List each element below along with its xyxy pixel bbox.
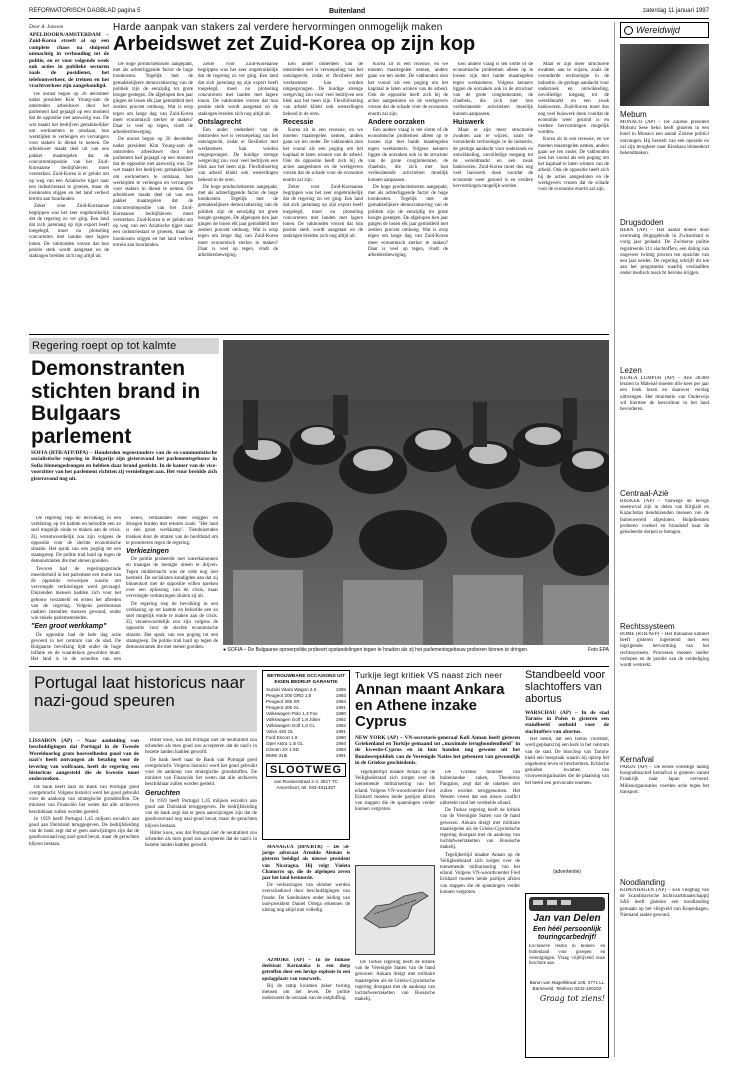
- korea-col-3: Zeker voor Zuid-Koreaanse begrippen was het zeer ongebruikelijk dat de regering zo ver ging. Een land dat zich jarenlang op zijn export heeft toegelegd, moet nu plotseling concurreren met landen met lagere lonen. De vakbonden vrezen dat hun positie sterk wordt aangetast en de stakingen breiden zich nog altijd uit. Ontslagrecht Een ander onderdeel van de omstreden wet is versoepeling van het ontslagrecht, zodat er flexibeler met werknemers kan worden omgesprongen. De huidige strenge wetgeving zou voor veel bedrijven een blok aan het been zijn. Flexibilisering van arbeid klinkt ook westerlingen bekend in de oren. De hoge productiekosten aangepakt, met als achterliggende factor de hoge loonkosten. Tegelijk met de gemakkelijkere democratisering van de politiek zijn de eenzijdig tot grote hoogte gestegen. De afgelopen tien jaar gingen de lonen elk jaar gemiddeld met zestien procent omhoog. Wat is erop tegen om lange dag van Zuid-Korea meer economisch sterker te maken? Daar is veel op tegen, vindt de arbeidersbeweging.: [198, 62, 278, 259]
- travel-slogan: Graag tot ziens!: [539, 994, 605, 1004]
- bulgaria-headline: Demonstranten stichten brand in Bulgaars parlement: [31, 357, 201, 449]
- sidebar-item-heading: Centraal-Azië: [620, 489, 669, 498]
- header-rule: [29, 18, 709, 19]
- sidebar-item-heading: Noodlanding: [620, 878, 665, 887]
- korea-sub-huiswerk: Huiswerk: [453, 118, 485, 126]
- globe-icon: [624, 26, 633, 35]
- travel-body: Exclusieve reizen in binnen- en buitenland voor groepen en verenigingen. Vraag vrijblijvend onze brochure aan.: [529, 944, 605, 967]
- list-item: Volkswagen Polo 1.3 Fox 1990: [266, 711, 346, 717]
- bulgaria-article: [29, 338, 609, 663]
- korea-kicker: Harde aanpak van stakers zal verdere hervormingen onmogelijk maken: [113, 22, 443, 33]
- sidebar-title: Wereldwijd: [636, 25, 680, 35]
- bus-icon: [529, 897, 605, 911]
- travel-tagline: Een héél persoonlijk touringcarbedrijf!: [532, 926, 602, 941]
- sidebar-item-heading: Rechtssysteem: [620, 622, 675, 631]
- list-item: Peugeot 306 XR 1994: [266, 699, 346, 705]
- korea-headline: Arbeidswet zet Zuid-Korea op zijn kop: [113, 33, 476, 55]
- sidebar-item-heading: Mebum: [620, 110, 647, 119]
- abortus-article: [525, 670, 609, 890]
- sidebar-item: Drugsdoden BERN (AP) – Het aantal doden door overmatig drugsgebruik in Zwitserland is vorig jaar gedaald. De Zwitserse politie registreerde 311 slachtoffers, een daling van ongeveer twintig procent ten opzichte van een jaar eerder. De regering schrijft dit toe aan het programma waarbij verslaafden onder medisch toezicht heroïne krijgen.: [620, 218, 709, 277]
- ad-auto-address: van Roosenstraat 2-4, 3817 TC Amersfoort, tel. 033-4611307: [273, 779, 338, 790]
- sidebar-photo: [620, 44, 709, 106]
- bulgaria-riot-photo: [223, 340, 609, 645]
- cyprus-col-1b: De Turkse regering heeft de kritiek van de Verenigde Staten van de hand gewezen. Ankara dreigt met militaire maatregelen als de Grieks-Cypriotische regering doorgaat met de aankoop van luchtafweerraketten van Russische makelij.: [355, 960, 435, 1003]
- list-item: Ford Escort 1.6 1990: [266, 735, 346, 741]
- korea-lead: APELDOORN/AMSTERDAM – Zuid-Korea streeft al op een complete chaos na sluipend onmachtig in verhouding tot de politie, en er voor volgende week ook acties in publieke sectoren zoals de postdienst, het telefoonverkeer, de treinen en het vrachtverkeer zijn aangekondigd.: [29, 32, 109, 90]
- bulgaria-lead: SOFIA (RTR/AFP/DPA) – Honderden tegenstanders van de ex-communistische socialistische regering in Bulgarije zijn gisteravond het parlementsgebouw in Sofia binnengedrongen en hebben daar brand gesticht. In de kamer van de vice-voorzitter van het parlement richtten zij vernielingen aan. Het vuur breidde zich gisteravond nog uit.: [31, 450, 217, 482]
- korea-sub-ontslagrecht: Ontslagrecht: [198, 118, 242, 126]
- cyprus-map: [355, 865, 435, 955]
- korea-col-6: Een andere vraag is ten slotte of de economische problemen alleen op te lossen zijn met harde maatregelen tegen werknemers. Volgens kenners liggen de oorzaken ook in de structuur van de grote conglomeraten, de chaebols, die zich met hun verlieslatende activiteiten moeilijk kunnen aanpassen. Huiswerk Maar er zijn meer structurele zwakten aan te wijzen, zoals de verouderde technologie in de industrie, de geringe aandacht voor onderzoek en ontwikkeling, onvolledige toegang tot de wereldmarkt en een zwak bankwezen. Zuid-Korea moet dus nog veel huiswerk doen voordat de economie weer gezond is en verdere hervormingen mogelijk worden.: [453, 62, 533, 189]
- bulgaria-col-1: De regering riep de bevolking in een verklaring op tot kalmte en beloofde een zo snel mogelijk einde te maken aan de crisis. Zij verantwoordelijk zou zijn volgens de oppositie voor de slechte economische situatie. Het sprak van een poging tot een staatsgreep. De politie trad hard op tegen de demonstranten die met stenen gooiden. Tevoren had de regeringsgezinde meerderheid in het parlement een motie van de oppositie verworpen waarin om vervroegde verkiezingen werd gevraagd. Duizenden mensen hadden zich voor het gebouw verzameld en eisten het aftreden van de regering. Volgens persbureaus raakten tientallen mensen gewond, onder wie enkele parlementsleden. "Een groot werkkamp" De oppositie had de hele dag actie gevoerd in het centrum van de stad. De Bulgaarse bevolking lijdt onder de hoge inflatie en de waardeloos geworden munt. Het land is in de woorden van een: [31, 516, 121, 661]
- bulgaria-col-2: kelen, verbandden ende sloggen en droegen borden met teksten zoals: "Het land is één groot werkkamp". Tienduizenden trokken door de straten van de hoofdstad om te protesteren tegen de regering. Verkiezingen De politie probeerde met waterkanonnen en traangas de menigte uiteen te drijven. Tegen middernacht was de orde nog niet hersteld. De socialisten kondigden aan dat zij binnenkort met de oppositie willen spreken over een oplossing van de crisis, maar vervroegde verkiezingen sluiten zij uit. De regering riep de bevolking in een verklaring op tot kalmte en beloofde een zo snel mogelijk einde te maken aan de crisis. Zij verantwoordelijk zou zijn volgens de oppositie voor de slechte economische situatie. Het sprak van een poging tot een staatsgreep. De politie trad hard op tegen de demonstranten die met stenen gooiden.: [126, 516, 218, 651]
- bulgaria-kicker: Regering roept op tot kalmte: [32, 340, 177, 352]
- cyprus-headline: Annan maant Ankara en Athene inzake Cyprus: [355, 681, 505, 731]
- ad-auto-title: BETROUWBARE OCCASIONS UIT EIGEN BEDRIJF GARANTIE: [267, 674, 345, 685]
- caption-bullet-icon: ●: [223, 647, 228, 653]
- list-item: BMW 318i 1991: [266, 753, 346, 759]
- cyprus-lead: NEW YORK (AP) – VN-secretaris-generaal Kofi Annan heeft gisteren Griekenland en Turkije gemaand tot „maximale terughoudendheid" in de kwestie-Cyprus en in hun handen nog gewone uit het Bundesrepubliek van de Verenigde Naties het gebeuren van gewoonlijk in de Griekse geschiedenis.: [355, 734, 520, 767]
- korea-article: [29, 22, 609, 332]
- portugal-headline-box: [29, 670, 257, 732]
- portugal-sub-geruchten: Geruchten: [145, 789, 181, 797]
- portugal-col-2: Hitler koos, was dat Portugal niet de neutraliteit zou schenden als men goud zou accepteren dat de nazi's in bezette landen hadden geroofd. De bank heeft naar de Bank van Portugal goed overgebracht. Volgens historici werd het goud gebruikt voor de aankoop van strategische grondstoffen. De minister van Financiën liet weten dat alle archieven beschikbaar zullen worden gesteld. Geruchten In 1959 heeft Portugal 1,45 miljoen escudo's aan goud aan Duitsland teruggegeven. De bedrijfsleiding van de bank zegt dat er geen aanwijzingen zijn dat de goudvoorraad nog nazi-goud bevat, maar de geruchten blijven bestaan. Hitler koos, was dat Portugal niet de neutraliteit zou schenden als men goud zou accepteren dat de nazi's in bezette landen hadden geroofd.: [145, 738, 257, 849]
- section-title: Buitenland: [329, 8, 366, 15]
- ad-auto-brand: SLOOTWEG: [266, 763, 346, 777]
- newspaper-page-label: REFORMATORISCH DAGBLAD pagina 5: [29, 8, 141, 14]
- korea-sub-andere-oorzaken: Andere oorzaken: [368, 118, 425, 126]
- nicaragua-brief: MANAGUA (DPA/RTR) – De 50-jarige advocaat Arnoldo Alemán is gisteren beëdigd als nieuwe president van Nicaragua. Hij volgt Violeta Chamorro op, die de afgelopen zeven jaar het land bestuurde. De verkiezingen van oktober werden overschaduwd door beschuldigingen van fraude. De Sandinisten onder leiding van oud-president Daniel Ortega erkennen de uitslag nog altijd niet volledig.: [262, 845, 350, 914]
- portugal-article: [29, 670, 257, 1058]
- list-item: Citroën ZX 1.9D 1993: [266, 747, 346, 753]
- list-item: Peugeot 205 GRD 1,8 1993: [266, 693, 346, 699]
- list-item: Peugeot 405 GL 1991: [266, 705, 346, 711]
- portugal-col-1: LISSABON (AP) – Naar aanleiding van beschuldigingen dat Portugal in de Tweede Wereldoorlog grote hoeveelheden goud van de nazi's heeft ontvangen als betaling voor de levering van wolfraam, heeft de regering een historicus aangesteld die de kwestie moet onderzoeken. De bank heeft naar de Bank van Portugal goed overgebracht. Volgens historici werd het goud gebruikt voor de aankoop van strategische grondstoffen. De minister van Financiën liet weten dat alle archieven beschikbaar zullen worden gesteld. In 1959 heeft Portugal 1,45 miljoen escudo's aan goud aan Duitsland teruggegeven. De bedrijfsleiding van de bank zegt dat er geen aanwijzingen zijn dat de goudvoorraad nog nazi-goud bevat, maar de geruchten blijven bestaan.: [29, 738, 139, 847]
- sidebar-item: Centraal-Azië BISJKEK (AP) – Vanwege de hevige sneeuwval zijn in delen van Kirgizië en Kazachstan tienduizenden mensen van de buitenwereld afgesloten. Hulpdiensten proberen voedsel en brandstof naar de geïsoleerde dorpen te brengen.: [620, 489, 709, 536]
- car-dealer-advertisement: [262, 670, 350, 840]
- bulgaria-photo-caption: ● SOFIA – De Bulgaarse oproerpolitie probeert opstandelingen tegen te houden als zij het parlementsgebouw proberen binnen te dringen. Foto EPA: [223, 647, 609, 653]
- cyprus-map-image: [356, 866, 436, 956]
- sidebar-item-heading: Kernafval: [620, 755, 654, 764]
- cyprus-col-2: De Griekse minister van buitenlandse zaken, Theodoros Pangalos, zegt dat de raketten niet zullen worden teruggenomen. Het Westen vreest dat een nieuw conflict uitbreekt rond het verdeelde eiland. De Turkse regering heeft de kritiek van de Verenigde Staten van de hand gewezen. Ankara dreigt met militaire maatregelen als de Grieks-Cypriotische regering doorgaat met de aankoop van luchtafweerraketten van Russische makelij. Tegelijkertijd maakte Annan op de Veiligheidsraad zich zorgen over de toenemende militarisering van het eiland. Volgens VN-woordvoerder Fred Eckhard moeten beide partijen afzien van stappen die de spanningen verder kunnen vergroten.: [440, 770, 520, 895]
- sidebar-item-heading: Drugsdoden: [620, 218, 664, 227]
- korea-col-5: Korea zit in een recessie, en we moeten maatregelen nemen, anders gaan we ten onder. De vakbonden zien het vooral als een poging om het kapitaal te laten winnen van de arbeid. Ook de oppositie heeft zich bij de acties aangesloten en de werkgevers vrezen dat de schade voor de economie enorm zal zijn. Andere oorzaken Een andere vraag is ten slotte of de economische problemen alleen op te lossen zijn met harde maatregelen tegen werknemers. Volgens kenners liggen de oorzaken ook in de structuur van de grote conglomeraten, de chaebols, die zich met hun verlieslatende activiteiten moeilijk kunnen aanpassen. De hoge productiekosten aangepakt, met als achterliggende factor de hoge loonkosten. Tegelijk met de gemakkelijkere democratisering van de politiek zijn de eenzijdig tot grote hoogte gestegen. De afgelopen tien jaar gingen de lonen elk jaar gemiddeld met zestien procent omhoog. Wat is erop tegen om lange dag van Zuid-Korea meer economisch sterker te maken? Daar is veel op tegen, vindt de arbeidersbeweging.: [368, 62, 448, 259]
- abortus-body: Het beeld, dat een foetus voorstelt, werd geplaatst bij een kerk in het centrum van de stad. De bisschop van Tarnów hield een toespraak waarin hij opriep het ongeboren leven te beschermen. Kritische geluiden kwamen van vrouwenorganisaties die de plaatsing van het beeld een provocatie noemen.: [525, 737, 609, 786]
- sidebar-item-heading: Lezen: [620, 366, 642, 375]
- photo-credit: Foto EPA: [587, 647, 609, 653]
- list-item: Opel Astra 1.4i GL 1994: [266, 741, 346, 747]
- abortus-ad-label: (advertentie): [552, 869, 582, 876]
- korea-body-1: De onrust begon op 26 december nadat president Kim Young-sam de omstreden arbeidswet door het parlement had gejaagd op een moment dat de oppositie niet aanwezig was. De wet maakt het bedrijven gemakkelijker om werknemers te ontslaan, hun werktijden te verlengen en vervangers voor stakers in dienst te nemen. De arbeidswet maakt deel uit van een pakket maatregelen dat de concurrentiepositie van het Zuid-Koreaanse bedrijfsleven moet versterken. Zuid-Korea is er gelukt om op weg van een Aziatische tijger naar een industriestaat te groeien, maar de loonkosten stijgen en het land verliest terrein aan buurlanden. Zeker voor Zuid-Koreaanse begrippen was het zeer ongebruikelijk dat de regering zo ver ging. Een land dat zich jarenlang op zijn export heeft toegelegd, moet nu plotseling concurreren met landen met lagere lonen. De vakbonden vrezen dat hun positie sterk wordt aangetast en de stakingen breiden zich nog altijd uit.: [29, 91, 109, 259]
- list-item: Suzuki Vitara Wagon 2,0 1995: [266, 687, 346, 693]
- sidebar-item: Noodlanding KOPENHAGEN (AP) – Een vliegtuig van de Scandinavische luchtvaartmaatschappij SAS heeft gisteren een noodlanding gemaakt op het vliegveld van Kopenhagen. Niemand raakte gewond.: [620, 878, 709, 918]
- cyprus-col-1: Tegelijkertijd maakte Annan op de Veiligheidsraad zich zorgen over de toenemende militarisering van het eiland. Volgens VN-woordvoerder Fred Eckhard moeten beide partijen afzien van stappen die de spanningen verder kunnen vergroten.: [355, 770, 435, 813]
- korea-col-7: Maar er zijn meer structurele zwakten aan te wijzen, zoals de verouderde technologie in de industrie, de geringe aandacht voor onderzoek en ontwikkeling, onvolledige toegang tot de wereldmarkt en een zwak bankwezen. Zuid-Korea moet dus nog veel huiswerk doen voordat de economie weer gezond is en verdere hervormingen mogelijk worden. Korea zit in een recessie, en we moeten maatregelen nemen, anders gaan we ten onder. De vakbonden zien het vooral als een poging om het kapitaal te laten winnen van de arbeid. Ook de oppositie heeft zich bij de acties aangesloten en de werkgevers vrezen dat de schade voor de economie enorm zal zijn.: [538, 62, 609, 193]
- sidebar-item: Mebum MONACO (AP) – De Zairese president Mobutu Sese Seko heeft gisteren in een hotel in Monaco een aantal Zaïrese politici ontvangen. Hij herstelt van een operatie en zal zijn terugkeer naar Kinshasa binnenkort bekendmaken.: [620, 110, 709, 157]
- riot-photo-image: [223, 340, 609, 645]
- divider-bulgaria-bottom: [29, 666, 609, 667]
- travel-advertisement: [525, 893, 609, 1058]
- azmore-brief: AZMORE (AP) – In de Indiase deelstaat Karnataka is een dorp getroffen door een hevige explosie in een opslagplaats van vuurwerk. Bij de ramp kwamen zeker twintig mensen om het leven. De politie onderzoekt de oorzaak van de ontploffing.: [262, 958, 350, 1002]
- korea-byline: Door A. Janssen: [29, 24, 64, 30]
- bulgaria-sub-verkiezingen: Verkiezingen: [126, 548, 169, 556]
- travel-brand: Jan van Delen: [533, 913, 601, 924]
- sidebar-item: Rechtssysteem ROME (RTR/AFP) – Het Italiaanse kabinet heeft gisteren ingestemd met een ingrijpende hervorming van het rechtssysteem. Processen moeten sneller verlopen en de positie van de verdediging wordt versterkt.: [620, 622, 709, 669]
- portugal-headline: Portugal laat historicus naar nazi-goud speuren: [34, 673, 245, 711]
- sidebar-item: Lezen KUALA LUMPUR (AP) – Alle 28.000 leraren in Maleisië moeten drie keer per jaar een boek lezen en daarover verslag uitbrengen. Het ministerie van Onderwijs wil hiermee de leescultuur in het land bevorderen.: [620, 366, 709, 413]
- bulgaria-sub-werkkamp: "Een groot werkkamp": [31, 623, 107, 631]
- issue-date: zaterdag 11 januari 1997: [643, 8, 709, 14]
- sidebar-title-box: [620, 22, 709, 38]
- cyprus-article: [355, 670, 520, 1058]
- korea-col-1: [29, 24, 109, 329]
- abortus-lead: WARSCHAU (AP) – In de stad Tarnów in Polen is gisteren een standbeeld onthuld voor de slachtoffers van abortus.: [525, 709, 609, 735]
- divider-korea-bulgaria: [29, 334, 609, 335]
- list-item: Volvo 440 GL 1991: [266, 729, 346, 735]
- sidebar-item: Kernafval PARIJS (AP) – De eerste volledige lading hoogradioactief kernafval is gisteren vanuit Frankrijk naar Japan vervoerd. Milieuorganisaties voerden actie tegen het transport.: [620, 755, 709, 795]
- bulgaria-kicker-band: [29, 338, 219, 354]
- page-header: [29, 8, 709, 18]
- travel-address: Baron van Nagellstraat 106, 3771 LL Barneveld, Telefoon 0342-420102: [529, 980, 605, 991]
- abortus-headline: Standbeeld voor slachtoffers van abortus: [525, 669, 606, 705]
- korea-col-2: De hoge productiekosten aangepakt, met als achterliggende factor de hoge loonkosten. Tegelijk met de gemakkelijkere democratisering van de politiek zijn de eenzijdig tot grote hoogte gestegen. De afgelopen tien jaar gingen de lonen elk jaar gemiddeld met zestien procent omhoog. Wat is erop tegen om lange dag van Zuid-Korea meer economisch sterker te maken? Daar is veel op tegen, vindt de arbeidersbeweging. De onrust begon op 26 december nadat president Kim Young-sam de omstreden arbeidswet door het parlement had gejaagd op een moment dat de oppositie niet aanwezig was. De wet maakt het bedrijven gemakkelijker om werknemers te ontslaan, hun werktijden te verlengen en vervangers voor stakers in dienst te nemen. De arbeidswet maakt deel uit van een pakket maatregelen dat de concurrentiepositie van het Zuid-Koreaanse bedrijfsleven moet versterken. Zuid-Korea is er gelukt om op weg van een Aziatische tijger naar een industriestaat te groeien, maar de loonkosten stijgen en het land verliest terrein aan buurlanden.: [113, 62, 193, 248]
- portugal-lead: LISSABON (AP) – Naar aanleiding van beschuldigingen dat Portugal in de Tweede Wereldoorlog grote hoeveelheden goud van de nazi's heeft ontvangen als betaling voor de levering van wolfraam, heeft de regering een historicus aangesteld die de kwestie moet onderzoeken.: [29, 738, 139, 783]
- list-item: Volkswagen Golf 1,6 CL 1993: [266, 723, 346, 729]
- list-item: Volkswagen Golf 1.8 Joker 1992: [266, 717, 346, 723]
- korea-sub-recessie: Recessie: [283, 118, 314, 126]
- korea-col-4: Een ander onderdeel van de omstreden wet is versoepeling van het ontslagrecht, zodat er flexibeler met werknemers kan worden omgesprongen. De huidige strenge wetgeving zou voor veel bedrijven een blok aan het been zijn. Flexibilisering van arbeid klinkt ook westerlingen bekend in de oren. Recessie Korea zit in een recessie, en we moeten maatregelen nemen, anders gaan we ten onder. De vakbonden zien het vooral als een poging om het kapitaal te laten winnen van de arbeid. Ook de oppositie heeft zich bij de acties aangesloten en de werkgevers vrezen dat de schade voor de economie enorm zal zijn. Zeker voor Zuid-Koreaanse begrippen was het zeer ongebruikelijk dat de regering zo ver ging. Een land dat zich jarenlang op zijn export heeft toegelegd, moet nu plotseling concurreren met landen met lagere lonen. De vakbonden vrezen dat hun positie sterk wordt aangetast en de stakingen breiden zich nog altijd uit.: [283, 62, 363, 240]
- sidebar-wereldwijd: [614, 22, 709, 1057]
- cyprus-kicker: Turkije legt kritiek VS naast zich neer: [355, 670, 503, 680]
- ad-auto-list: [266, 687, 346, 759]
